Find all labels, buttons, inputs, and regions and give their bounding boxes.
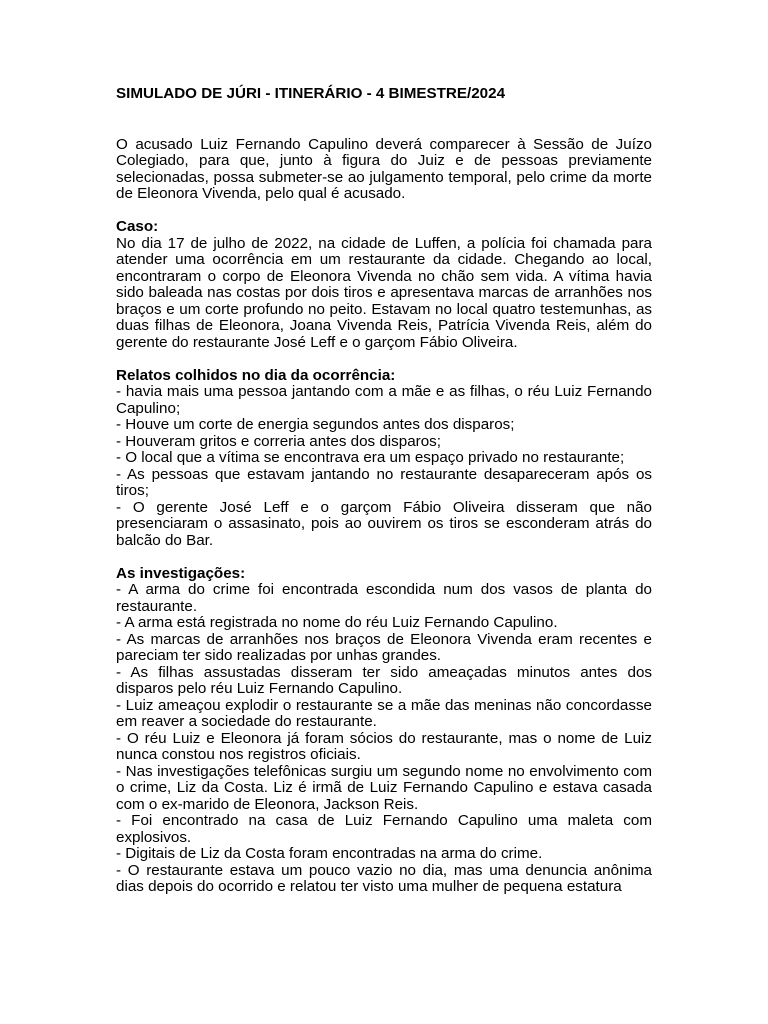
- investigations-heading: As investigações:: [116, 564, 246, 582]
- spacer: [116, 351, 652, 368]
- case-heading: Caso:: [116, 218, 159, 235]
- investigation-item: - As filhas assustadas disseram ter sido ameaçadas minutos antes dos disparos pelo réu Luiz Fernando Capulino.: [116, 663, 652, 697]
- report-item: - Houveram gritos e correria antes dos disparos;: [116, 432, 441, 450]
- investigation-item: - As marcas de arranhões nos braços de Eleonora Vivenda eram recentes e pareciam ter sido realizadas por unhas grandes.: [116, 630, 652, 664]
- intro-paragraph: O acusado Luiz Fernando Capulino deverá comparecer à Sessão de Juízo Colegiado, para que, junto à figura do Juiz e de pessoas previamente selecionadas, possa submeter-se ao julgamento temporal, pelo crime da morte de Eleonora Vivenda, pelo qual é acusado.: [116, 135, 652, 202]
- investigation-item: - Digitais de Liz da Costa foram encontradas na arma do crime.: [116, 845, 543, 862]
- investigation-item: - A arma está registrada no nome do réu Luiz Fernando Capulino.: [116, 614, 558, 631]
- investigation-item: - O réu Luiz e Eleonora já foram sócios do restaurante, mas o nome de Luiz nunca constou nos registros oficiais.: [116, 729, 652, 763]
- report-item: - O gerente José Leff e o garçom Fábio Oliveira disseram que não presenciaram o assasinato, pois ao ouvirem os tiros se esconderam atrás do balcão do Bar.: [116, 498, 652, 549]
- spacer: [116, 203, 652, 220]
- report-item: - As pessoas que estavam jantando no restaurante desapareceram após os tiros;: [116, 465, 652, 499]
- report-item: - O local que a vítima se encontrava era um espaço privado no restaurante;: [116, 449, 625, 466]
- investigation-item: - Foi encontrado na casa de Luiz Fernando Capulino uma maleta com explosivos.: [116, 812, 652, 846]
- investigation-item: - O restaurante estava um pouco vazio no dia, mas uma denuncia anônima dias depois do ocorrido e relatou ter visto uma mulher de pequena estatura: [116, 861, 652, 895]
- report-item: - havia mais uma pessoa jantando com a mãe e as filhas, o réu Luiz Fernando Capulino;: [116, 383, 652, 417]
- reports-heading: Relatos colhidos no dia da ocorrência:: [116, 366, 396, 384]
- case-paragraph: No dia 17 de julho de 2022, na cidade de Luffen, a polícia foi chamada para atender uma ocorrência em um restaurante da cidade. Chegando ao local, encontraram o corpo de Eleonora Vivenda no chão sem vida. A vítima havia sido baleada nas costas por dois tiros e apresentava marcas de arranhões nos braços e um corte profundo no peito. Estavam no local quatro testemunhas, as duas filhas de Eleonora, Joana Vivenda Reis, Patrícia Vivenda Reis, além do gerente do restaurante José Leff e o garçom Fábio Oliveira.: [116, 234, 652, 351]
- report-item: - Houve um corte de energia segundos antes dos disparos;: [116, 416, 515, 433]
- investigation-item: - Nas investigações telefônicas surgiu um segundo nome no envolvimento com o crime, Liz da Costa. Liz é irmã de Luiz Fernando Capulino e estava casada com o ex-marido de Eleonora, Jackson Reis.: [116, 762, 652, 813]
- spacer: [116, 549, 652, 566]
- document-title: SIMULADO DE JÚRI - ITINERÁRIO - 4 BIMESTRE/2024: [116, 85, 506, 102]
- investigation-item: - Luiz ameaçou explodir o restaurante se a mãe das meninas não concordasse em reaver a sociedade do restaurante.: [116, 696, 652, 730]
- investigation-item: - A arma do crime foi encontrada escondida num dos vasos de planta do restaurante.: [116, 581, 652, 615]
